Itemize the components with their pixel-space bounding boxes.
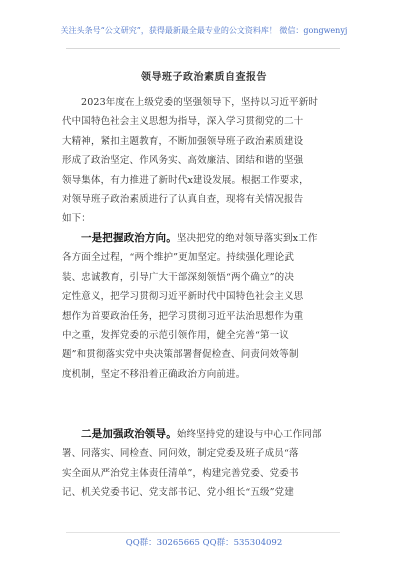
text-line: 2023年度在上级党委的坚强领导下，坚持以习近平新时 [81, 97, 319, 108]
intro-paragraph [62, 93, 350, 229]
text-line: 中之重，发挥党委的示范引领作用，健全完善“第一议 [62, 329, 289, 341]
text-line: 形成了政治坚定、作风务实、高效廉洁、团结和谐的坚强 [62, 155, 304, 167]
text-line: 度机制，坚定不移沿着正确政治方向前进。 [62, 368, 246, 380]
section-first-line [62, 425, 350, 444]
text-line-rest: 坚决把党的绝对领导落实到x工作 [176, 233, 318, 244]
section-heading: 二是加强政治领导。 [81, 428, 177, 440]
header-divider [66, 48, 340, 49]
text-line: 装、忠诚教育，引导广大干部深刻领悟“两个确立”的决 [62, 271, 294, 283]
section-heading: 一是把握政治方向。 [81, 232, 177, 244]
text-line: 实全面从严治党主体责任清单”，构建完善党委、党委书 [62, 467, 299, 479]
text-line: 定性意义，把学习贯彻习近平新时代中国特色社会主义思 [62, 291, 304, 303]
footer-divider [66, 532, 340, 533]
section-political-leadership [62, 425, 350, 503]
text-line: 如下： [62, 213, 91, 225]
footer-qq-groups: QQ群：30265665 QQ群：535304092 [125, 538, 283, 548]
header-promo-note: 关注头条号“公文研究”，获得最新最全最专业的公文资料库！ 微信：gongwenyj [60, 26, 348, 35]
text-line: 领导集体，有力推进了新时代x建设发展。根据工作要求， [62, 174, 309, 186]
text-line: 记、机关党委书记、党支部书记、党小组长“五级”党建 [62, 487, 294, 499]
text-line: 署、同落实、同检查、同问效，制定党委及班子成员“落 [62, 448, 299, 460]
section-first-line [62, 229, 350, 248]
text-line: 各方面全过程，“两个维护”更加坚定。持续强化理论武 [62, 252, 294, 264]
text-line-rest: 始终坚持党的建设与中心工作同部 [176, 429, 322, 440]
text-line: 对领导班子政治素质进行了认真自查，现将有关情况报告 [62, 193, 304, 205]
text-line: 大精神，紧扣主题教育，不断加强领导班子政治素质建设 [62, 135, 304, 147]
text-line: 想作为首要政治任务，把学习贯彻习近平法治思想作为重 [62, 310, 304, 322]
text-line: 代中国特色社会主义思想为指导，深入学习贯彻党的二十 [62, 116, 304, 128]
section-political-direction [62, 229, 350, 384]
document-title: 领导班子政治素质自查报告 [141, 72, 267, 83]
text-line: 题”和贯彻落实党中央决策部署督促检查、问责问效等制 [62, 349, 299, 361]
